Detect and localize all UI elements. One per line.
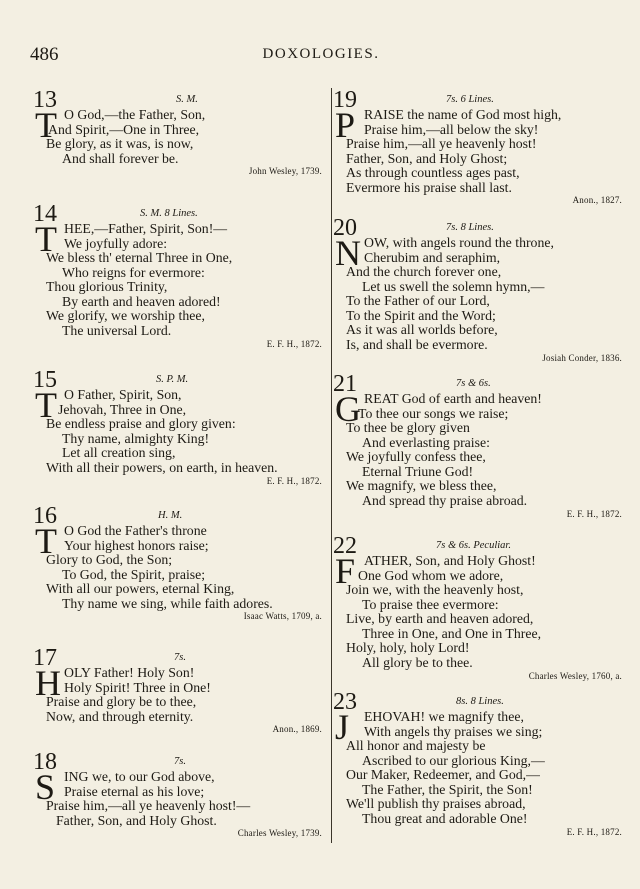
verse-line: We magnify, we bless thee, — [346, 478, 497, 493]
drop-cap: P — [335, 105, 356, 145]
verse-line: To thee be glory given — [346, 420, 470, 435]
verse-line: As through countless ages past, — [346, 165, 520, 180]
author-credit: E. F. H., 1872. — [266, 339, 322, 349]
verse-line: To thee our songs we raise; — [358, 405, 509, 421]
verse-line: We glorify, we worship thee, — [46, 308, 205, 323]
verse-line: Join we, with the heavenly host, — [346, 582, 524, 597]
verse-line: And shall forever be. — [62, 150, 179, 166]
hymn-verse — [35, 219, 336, 338]
hymn-number: 17 — [33, 645, 57, 671]
verse-line: Let us swell the solemn hymn,— — [362, 278, 545, 294]
hymn-verse — [35, 521, 336, 611]
verse-line: We bless th' eternal Three in One, — [46, 250, 233, 265]
verse-line: Now, and through eternity. — [46, 708, 194, 724]
verse-line: Thy name we sing, while faith adores. — [62, 595, 273, 611]
drop-cap: T — [35, 105, 57, 145]
hymn-verse — [35, 105, 336, 166]
verse-line: All glory be to thee. — [362, 654, 473, 670]
author-credit: Josiah Conder, 1836. — [542, 353, 622, 363]
hymn-meter: 7s. 6 Lines. — [446, 94, 494, 105]
hymn-verse — [35, 663, 336, 724]
verse-line: Praise eternal as his love; — [64, 783, 205, 799]
verse-line: Holy Spirit! Three in One! — [64, 679, 211, 695]
verse-line: We joyfully confess thee, — [346, 449, 486, 464]
drop-cap: T — [35, 385, 57, 425]
verse-line: All honor and majesty be — [346, 738, 486, 753]
verse-line: Praise him,—all below the sky! — [364, 121, 539, 137]
author-credit: John Wesley, 1739. — [248, 166, 322, 176]
verse-line: Evermore his praise shall last. — [346, 179, 512, 195]
verse-line: And spread thy praise abroad. — [362, 492, 528, 508]
drop-cap: T — [35, 521, 57, 561]
verse-line: And everlasting praise: — [362, 434, 490, 450]
verse-line: Father, Son, and Holy Ghost. — [56, 812, 217, 828]
verse-line: Glory to God, the Son; — [46, 552, 173, 567]
author-credit: E. F. H., 1872. — [266, 476, 322, 486]
hymn-verse — [335, 233, 636, 352]
verse-line: RAISE the name of God most high, — [364, 107, 562, 122]
drop-cap: J — [335, 707, 350, 747]
verse-line: Your highest honors raise; — [64, 537, 209, 553]
verse-line: Praise him,—all ye heavenly host! — [346, 136, 537, 151]
page-heading: DOXOLOGIES. — [262, 46, 380, 62]
hymn-meter: 7s. 8 Lines. — [446, 222, 494, 233]
verse-line: Thou glorious Trinity, — [46, 279, 168, 294]
hymn-verse — [35, 385, 336, 475]
hymn-verse — [335, 105, 636, 195]
author-credit: Anon., 1827. — [572, 195, 622, 205]
page-number: 486 — [30, 44, 59, 65]
hymn-verse — [35, 767, 336, 828]
verse-line: Who reigns for evermore: — [62, 264, 205, 280]
verse-line: O Father, Spirit, Son, — [64, 387, 182, 402]
hymn-meter: S. M. 8 Lines. — [140, 208, 198, 219]
hymn-meter: S. M. — [176, 94, 198, 105]
verse-line: With all their powers, on earth, in heaven. — [46, 459, 278, 475]
verse-line: OW, with angels round the throne, — [364, 235, 554, 250]
drop-cap: F — [335, 551, 356, 591]
drop-cap: T — [35, 219, 57, 259]
verse-line: Is, and shall be evermore. — [346, 336, 488, 352]
author-credit: E. F. H., 1872. — [566, 509, 622, 519]
verse-line: We'll publish thy praises abroad, — [346, 796, 526, 811]
author-credit: Isaac Watts, 1709, a. — [243, 611, 322, 621]
verse-line: To the Father of our Lord, — [346, 293, 490, 308]
hymn-meter: 7s & 6s. Peculiar. — [436, 540, 511, 551]
hymn-number: 19 — [333, 87, 357, 113]
hymn-meter: H. M. — [158, 510, 183, 521]
verse-line: ING we, to our God above, — [64, 769, 215, 784]
verse-line: By earth and heaven adored! — [62, 293, 221, 309]
drop-cap: H — [35, 663, 61, 703]
author-credit: Charles Wesley, 1739. — [237, 828, 322, 838]
hymn-meter: 7s. — [174, 652, 186, 663]
verse-line: O God the Father's throne — [64, 523, 207, 538]
verse-line: REAT God of earth and heaven! — [364, 391, 542, 406]
verse-line: O God,—the Father, Son, — [64, 107, 206, 122]
verse-line: Be glory, as it was, is now, — [46, 136, 194, 151]
verse-line: We joyfully adore: — [64, 235, 168, 251]
drop-cap: N — [335, 233, 361, 273]
hymn-number: 14 — [33, 201, 57, 227]
verse-line: And the church forever one, — [346, 264, 502, 279]
verse-line: And Spirit,—One in Three, — [48, 121, 200, 137]
verse-line: Ascribed to our glorious King,— — [362, 752, 545, 768]
hymn-verse — [335, 551, 636, 670]
hymn-number: 20 — [333, 215, 357, 241]
verse-line: Father, Son, and Holy Ghost; — [346, 150, 508, 166]
running-head — [30, 44, 612, 68]
verse-line: Let all creation sing, — [62, 445, 176, 460]
hymn-verse — [335, 389, 636, 508]
hymn-meter: 7s & 6s. — [456, 378, 491, 389]
verse-line: Jehovah, Three in One, — [58, 401, 187, 417]
verse-line: EHOVAH! we magnify thee, — [364, 709, 524, 724]
verse-line: Holy, holy, holy Lord! — [346, 640, 470, 655]
verse-line: Thy name, almighty King! — [62, 430, 210, 446]
hymn-number: 22 — [333, 533, 357, 559]
verse-line: ATHER, Son, and Holy Ghost! — [364, 553, 536, 568]
author-credit: Anon., 1869. — [272, 724, 322, 734]
hymn-number: 15 — [33, 367, 57, 393]
hymn-verse — [335, 707, 636, 826]
hymn-meter: S. P. M. — [156, 374, 189, 385]
verse-line: Praise and glory be to thee, — [46, 694, 197, 709]
verse-line: One God whom we adore, — [358, 567, 504, 583]
drop-cap: S — [35, 767, 56, 807]
verse-line: Eternal Triune God! — [362, 463, 474, 479]
hymn-number: 16 — [33, 503, 57, 529]
verse-line: To praise thee evermore: — [362, 596, 499, 612]
hymn-number: 23 — [333, 689, 357, 715]
hymn-number: 21 — [333, 371, 357, 397]
verse-line: HEE,—Father, Spirit, Son!— — [64, 221, 228, 236]
hymn-number: 18 — [33, 749, 57, 775]
verse-line: With all our powers, eternal King, — [46, 581, 235, 596]
verse-line: Praise him,—all ye heavenly host!— — [46, 798, 251, 813]
verse-line: The Father, the Spirit, the Son! — [362, 781, 533, 797]
hymn-number: 13 — [33, 87, 57, 113]
drop-cap: G — [335, 389, 361, 429]
verse-line: Live, by earth and heaven adored, — [346, 611, 534, 626]
author-credit: Charles Wesley, 1760, a. — [528, 671, 622, 681]
verse-line: To God, the Spirit, praise; — [62, 566, 206, 582]
verse-line: With angels thy praises we sing; — [364, 723, 543, 739]
verse-line: As it was all worlds before, — [346, 322, 498, 337]
author-credit: E. F. H., 1872. — [566, 827, 622, 837]
verse-line: Three in One, and One in Three, — [362, 625, 542, 641]
verse-line: Be endless praise and glory given: — [46, 416, 236, 431]
hymn-meter: 8s. 8 Lines. — [456, 696, 504, 707]
verse-line: To the Spirit and the Word; — [346, 307, 496, 323]
verse-line: Thou great and adorable One! — [362, 810, 528, 826]
verse-line: The universal Lord. — [62, 322, 172, 338]
verse-line: OLY Father! Holy Son! — [64, 665, 195, 680]
verse-line: Cherubim and seraphim, — [364, 249, 501, 265]
hymn-meter: 7s. — [174, 756, 186, 767]
verse-line: Our Maker, Redeemer, and God,— — [346, 767, 540, 782]
